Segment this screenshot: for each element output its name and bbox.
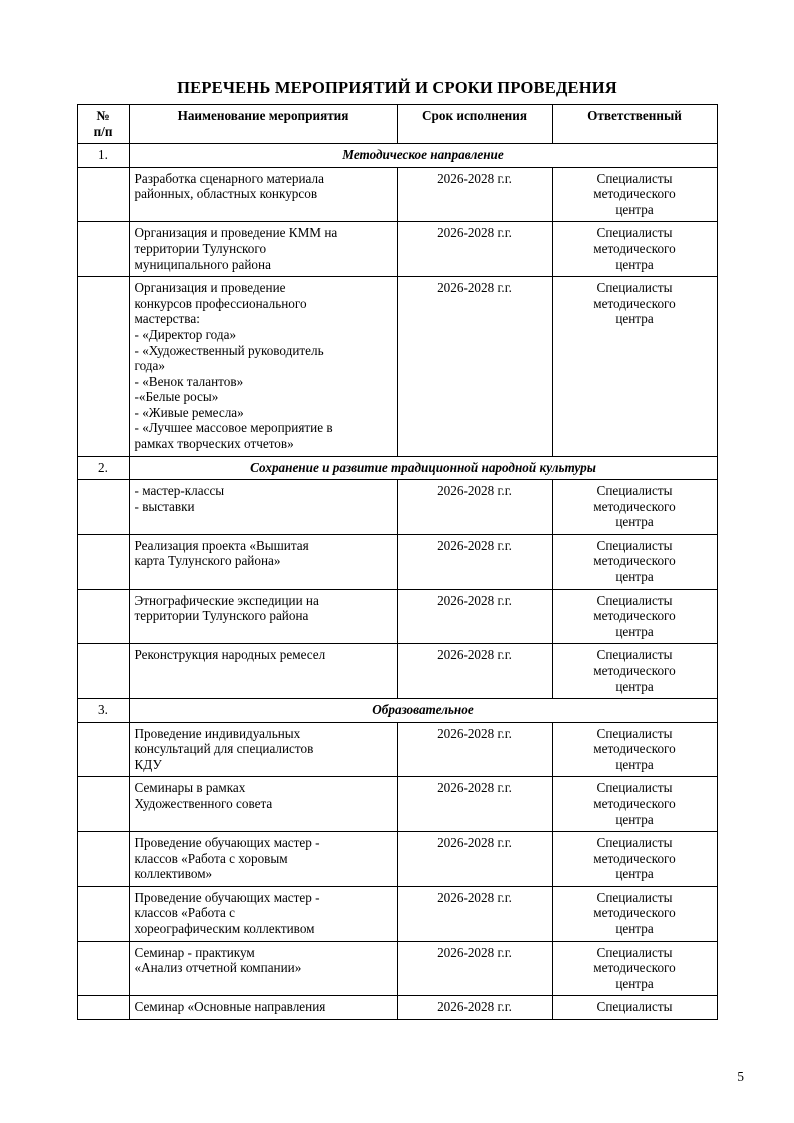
event-name-line: классов «Работа с	[134, 905, 236, 921]
event-responsible-cell	[552, 722, 717, 777]
table-body	[77, 144, 717, 1020]
event-responsible-line: Специалисты	[596, 999, 673, 1015]
event-responsible-line: центра	[615, 866, 654, 882]
section-title: Сохранение и развитие традиционной народной культуры	[129, 456, 717, 480]
event-responsible-line: методического	[593, 608, 676, 624]
row-number-cell	[77, 480, 129, 535]
event-responsible-line: центра	[615, 569, 654, 585]
event-term-cell: 2026-2028 г.г.	[397, 832, 552, 887]
event-responsible-line: Специалисты	[596, 280, 673, 296]
event-term-cell: 2026-2028 г.г.	[397, 480, 552, 535]
event-name-line: территории Тулунского района	[134, 608, 309, 624]
column-header-responsible: Ответственный	[552, 105, 717, 144]
event-responsible-cell	[552, 277, 717, 456]
event-responsible-line: методического	[593, 241, 676, 257]
section-number: 1.	[77, 144, 129, 168]
table-row	[77, 534, 717, 589]
event-name-line: КДУ	[134, 756, 162, 772]
event-responsible-cell	[552, 941, 717, 996]
event-responsible-line: центра	[615, 256, 654, 272]
section-title: Образовательное	[129, 699, 717, 723]
row-number-cell	[77, 534, 129, 589]
section-row	[77, 699, 717, 723]
table-row	[77, 644, 717, 699]
event-responsible-line: Специалисты	[596, 592, 673, 608]
event-name-line: рамках творческих отчетов»	[134, 435, 294, 451]
event-name-line: Семинар «Основные направления	[134, 999, 326, 1015]
event-name-line: Реконструкция народных ремесел	[134, 647, 326, 663]
event-responsible-line: центра	[615, 623, 654, 639]
event-name-line: Семинар - практикум	[134, 944, 255, 960]
page-title: ПЕРЕЧЕНЬ МЕРОПРИЯТИЙ И СРОКИ ПРОВЕДЕНИЯ	[177, 78, 617, 97]
event-responsible-line: методического	[593, 795, 676, 811]
table-row	[77, 222, 717, 277]
row-number-cell	[77, 941, 129, 996]
event-name-line: - «Художественный руководитель	[134, 342, 324, 358]
event-responsible-line: Специалисты	[596, 170, 673, 186]
event-name-line: - «Венок талантов»	[134, 373, 244, 389]
event-name-line: - «Директор года»	[134, 326, 237, 342]
event-responsible-line: центра	[615, 756, 654, 772]
event-name-cell	[129, 534, 397, 589]
event-name-line: хореографическим коллективом	[134, 921, 315, 937]
table-row	[77, 722, 717, 777]
table-row	[77, 167, 717, 222]
event-responsible-line: методического	[593, 850, 676, 866]
event-name-cell	[129, 722, 397, 777]
event-responsible-line: методического	[593, 960, 676, 976]
event-responsible-cell	[552, 480, 717, 535]
event-responsible-line: Специалисты	[596, 835, 673, 851]
event-term-cell: 2026-2028 г.г.	[397, 996, 552, 1020]
event-name-cell	[129, 996, 397, 1020]
table-header-row	[77, 105, 717, 144]
event-name-cell	[129, 777, 397, 832]
table-row	[77, 941, 717, 996]
table-row	[77, 277, 717, 456]
event-name-line: - выставки	[134, 498, 195, 514]
event-name-line: Этнографические экспедиции на	[134, 592, 319, 608]
event-responsible-line: методического	[593, 905, 676, 921]
event-name-cell	[129, 167, 397, 222]
event-name-line: классов «Работа с хоровым	[134, 850, 288, 866]
event-name-line: - «Живые ремесла»	[134, 404, 244, 420]
row-number-cell	[77, 832, 129, 887]
row-number-cell	[77, 222, 129, 277]
event-responsible-line: методического	[593, 295, 676, 311]
event-responsible-line: центра	[615, 975, 654, 991]
event-responsible-line: центра	[615, 811, 654, 827]
event-responsible-line: Специалисты	[596, 537, 673, 553]
event-responsible-cell	[552, 644, 717, 699]
row-number-cell	[77, 996, 129, 1020]
event-responsible-line: центра	[615, 201, 654, 217]
event-name-line: мастерства:	[134, 311, 200, 327]
event-name-cell	[129, 222, 397, 277]
column-header-number-line1: №	[96, 108, 110, 123]
event-name-line: Художественного совета	[134, 795, 273, 811]
event-name-line: территории Тулунского	[134, 241, 267, 257]
event-responsible-line: методического	[593, 553, 676, 569]
table-row	[77, 589, 717, 644]
event-responsible-cell	[552, 589, 717, 644]
event-responsible-cell	[552, 777, 717, 832]
table-row	[77, 996, 717, 1020]
event-name-cell	[129, 277, 397, 456]
row-number-cell	[77, 722, 129, 777]
column-header-term: Срок исполнения	[397, 105, 552, 144]
event-name-cell	[129, 886, 397, 941]
event-responsible-line: Специалисты	[596, 889, 673, 905]
event-term-cell: 2026-2028 г.г.	[397, 534, 552, 589]
section-number: 3.	[77, 699, 129, 723]
event-term-cell: 2026-2028 г.г.	[397, 644, 552, 699]
row-number-cell	[77, 589, 129, 644]
event-name-line: Проведение обучающих мастер -	[134, 889, 320, 905]
event-name-line: Семинары в рамках	[134, 780, 246, 796]
page-number: 5	[737, 1069, 744, 1084]
event-responsible-line: методического	[593, 186, 676, 202]
event-responsible-line: центра	[615, 514, 654, 530]
event-responsible-line: центра	[615, 921, 654, 937]
event-term-cell: 2026-2028 г.г.	[397, 722, 552, 777]
event-name-line: Реализация проекта «Вышитая	[134, 537, 309, 553]
event-responsible-cell	[552, 222, 717, 277]
event-term-cell: 2026-2028 г.г.	[397, 589, 552, 644]
event-term-cell: 2026-2028 г.г.	[397, 222, 552, 277]
event-responsible-line: Специалисты	[596, 944, 673, 960]
event-name-line: -«Белые росы»	[134, 389, 219, 405]
row-number-cell	[77, 777, 129, 832]
column-header-number-line2: п/п	[93, 123, 113, 139]
event-name-line: Организация и проведение КММ на	[134, 225, 338, 241]
column-header-number	[77, 105, 129, 144]
event-term-cell: 2026-2028 г.г.	[397, 941, 552, 996]
event-name-cell	[129, 941, 397, 996]
event-responsible-line: центра	[615, 678, 654, 694]
event-responsible-line: Специалисты	[596, 780, 673, 796]
event-responsible-line: Специалисты	[596, 725, 673, 741]
event-term-cell: 2026-2028 г.г.	[397, 167, 552, 222]
table-row	[77, 886, 717, 941]
column-header-name: Наименование мероприятия	[129, 105, 397, 144]
event-name-line: «Анализ отчетной компании»	[134, 960, 302, 976]
row-number-cell	[77, 644, 129, 699]
event-term-cell: 2026-2028 г.г.	[397, 886, 552, 941]
event-responsible-cell	[552, 886, 717, 941]
event-name-line: Разработка сценарного материала	[134, 170, 324, 186]
event-name-line: года»	[134, 358, 165, 374]
section-title: Методическое направление	[129, 144, 717, 168]
event-name-line: конкурсов профессионального	[134, 295, 307, 311]
event-name-line: Организация и проведение	[134, 280, 286, 296]
table-row	[77, 832, 717, 887]
section-row	[77, 144, 717, 168]
row-number-cell	[77, 886, 129, 941]
event-responsible-line: методического	[593, 662, 676, 678]
table-row	[77, 480, 717, 535]
event-name-line: муниципального района	[134, 256, 271, 272]
event-term-cell: 2026-2028 г.г.	[397, 277, 552, 456]
event-name-cell	[129, 644, 397, 699]
section-number: 2.	[77, 456, 129, 480]
event-responsible-cell	[552, 534, 717, 589]
event-responsible-cell	[552, 167, 717, 222]
table-row	[77, 777, 717, 832]
event-responsible-cell	[552, 996, 717, 1020]
event-name-line: - «Лучшее массовое мероприятие в	[134, 420, 333, 436]
row-number-cell	[77, 167, 129, 222]
event-responsible-line: методического	[593, 741, 676, 757]
event-name-line: карта Тулунского района»	[134, 553, 281, 569]
event-name-line: - мастер-классы	[134, 483, 225, 499]
event-name-cell	[129, 480, 397, 535]
event-responsible-line: Специалисты	[596, 483, 673, 499]
event-responsible-line: центра	[615, 311, 654, 327]
events-table	[77, 104, 718, 1020]
event-name-line: консультаций для специалистов	[134, 741, 314, 757]
event-name-line: районных, областных конкурсов	[134, 186, 318, 202]
event-name-cell	[129, 589, 397, 644]
event-name-cell	[129, 832, 397, 887]
event-responsible-line: Специалисты	[596, 225, 673, 241]
event-name-line: Проведение обучающих мастер -	[134, 835, 320, 851]
row-number-cell	[77, 277, 129, 456]
event-responsible-line: методического	[593, 498, 676, 514]
event-responsible-cell	[552, 832, 717, 887]
event-responsible-line: Специалисты	[596, 647, 673, 663]
event-name-line: коллективом»	[134, 866, 213, 882]
event-name-line: Проведение индивидуальных	[134, 725, 301, 741]
section-row	[77, 456, 717, 480]
table-header	[77, 105, 717, 144]
event-term-cell: 2026-2028 г.г.	[397, 777, 552, 832]
